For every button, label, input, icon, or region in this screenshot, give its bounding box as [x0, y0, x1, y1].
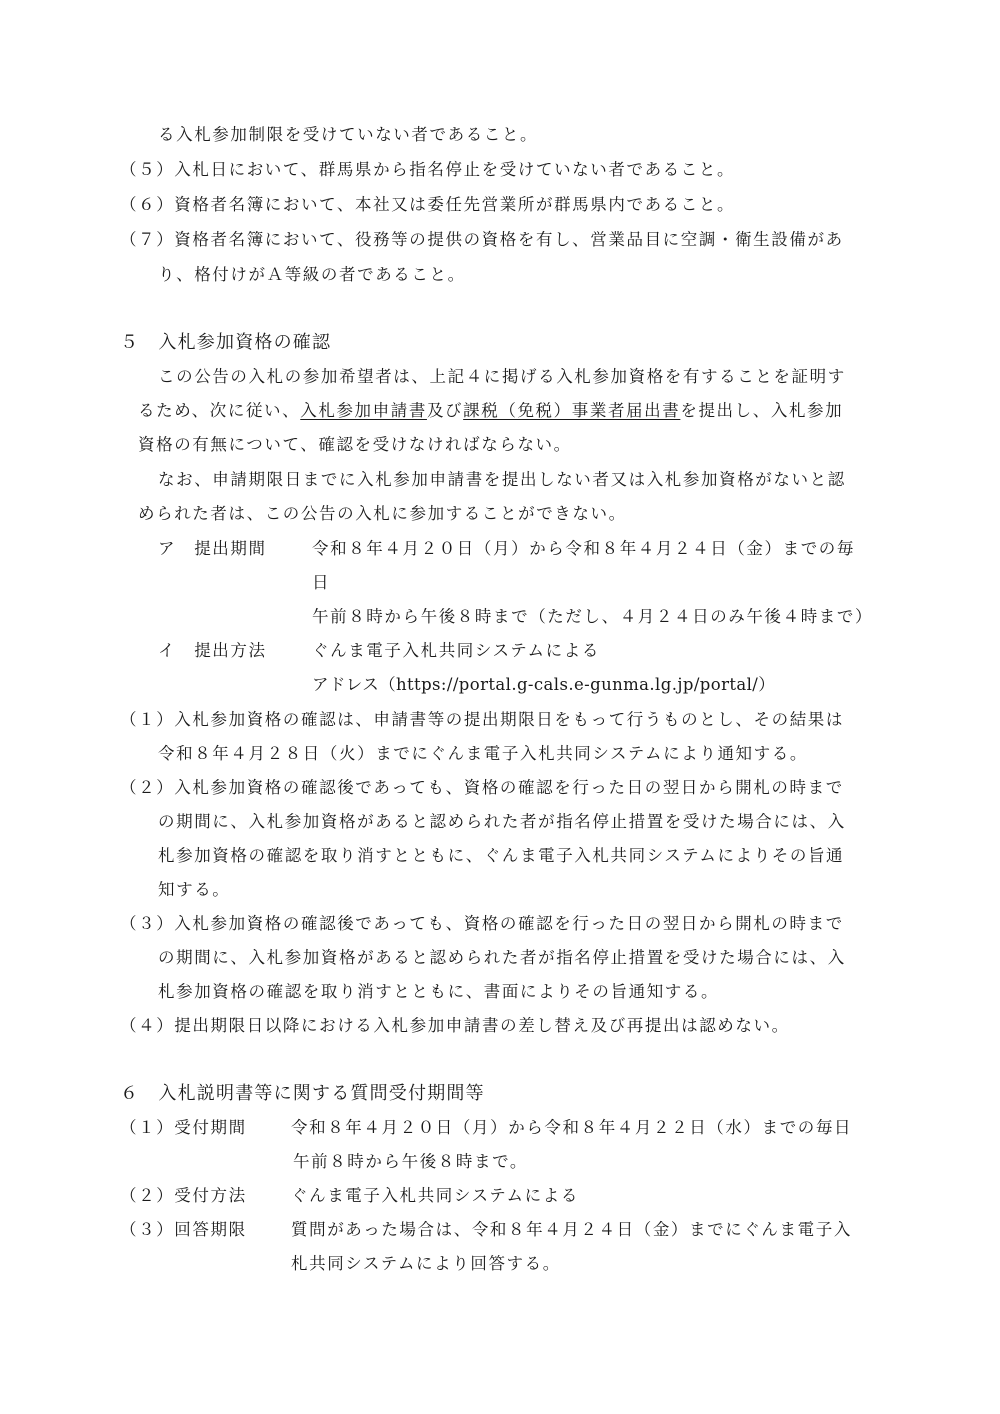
s5-p1-line-c: 資格の有無について、確認を受けなければならない。 [138, 435, 572, 454]
submission-method-label: イ 提出方法 [158, 641, 267, 660]
submission-period-value-3: 午前８時から午後８時まで（ただし、４月２４日のみ午後４時まで） [312, 607, 874, 626]
reception-period-label: （１）受付期間 [120, 1118, 247, 1137]
s5-p1-line-b: るため、次に従い、入札参加申請書及び課税（免税）事業者届出書を提出し、入札参加 [138, 401, 844, 420]
section-6-heading: ６ 入札説明書等に関する質問受付期間等 [120, 1083, 485, 1104]
s4-item-7b: り、格付けがＡ等級の者であること。 [158, 265, 466, 284]
application-form-name: 入札参加申請書 [300, 401, 427, 420]
s5-item-2b: の期間に、入札参加資格があると認められた者が指名停止措置を受けた場合には、入 [158, 812, 846, 831]
reception-method-value: ぐんま電子入札共同システムによる [291, 1186, 579, 1205]
s5-item-1a: （１）入札参加資格の確認は、申請書等の提出期限日をもって行うものとし、その結果は [120, 710, 844, 729]
submission-period-value-2: 日 [312, 573, 331, 592]
s5-item-3b: の期間に、入札参加資格があると認められた者が指名停止措置を受けた場合には、入 [158, 948, 846, 967]
reception-period-value-1: 令和８年４月２０日（月）から令和８年４月２２日（水）までの毎日 [291, 1118, 853, 1137]
s4-line-0: る入札参加制限を受けていない者であること。 [158, 125, 539, 144]
tax-form-name: 課税（免税）事業者届出書 [463, 401, 681, 420]
s5-item-3c: 札参加資格の確認を取り消すとともに、書面によりその旨通知する。 [158, 982, 720, 1001]
section-5-heading: ５ 入札参加資格の確認 [120, 332, 332, 353]
s5-p1-line-a: この公告の入札の参加希望者は、上記４に掲げる入札参加資格を有することを証明す [158, 367, 846, 386]
s5-item-2c: 札参加資格の確認を取り消すとともに、ぐんま電子入札共同システムによりその旨通 [158, 846, 845, 865]
answer-deadline-label: （３）回答期限 [120, 1220, 247, 1239]
submission-period-label: ア 提出期間 [158, 539, 267, 558]
s5-p2-line-b: められた者は、この公告の入札に参加することができない。 [138, 504, 627, 523]
portal-address: アドレス（https://portal.g-cals.e-gunma.lg.jp/portal/） [312, 675, 776, 694]
reception-period-value-2: 午前８時から午後８時まで。 [293, 1152, 528, 1171]
submission-method-value-1: ぐんま電子入札共同システムによる [312, 641, 600, 660]
answer-deadline-value-1: 質問があった場合は、令和８年４月２４日（金）までにぐんま電子入 [291, 1220, 852, 1239]
s5-item-3a: （３）入札参加資格の確認後であっても、資格の確認を行った日の翌日から開札の時まで [120, 914, 844, 933]
s4-item-6: （６）資格者名簿において、本社又は委任先営業所が群馬県内であること。 [120, 195, 736, 214]
s5-item-1b: 令和８年４月２８日（火）までにぐんま電子入札共同システムにより通知する。 [158, 744, 808, 763]
submission-period-value-1: 令和８年４月２０日（月）から令和８年４月２４日（金）までの毎 [312, 539, 855, 558]
s4-item-7a: （７）資格者名簿において、役務等の提供の資格を有し、営業品目に空調・衛生設備があ [120, 230, 844, 249]
reception-method-label: （２）受付方法 [120, 1186, 247, 1205]
s5-item-2a: （２）入札参加資格の確認後であっても、資格の確認を行った日の翌日から開札の時まで [120, 778, 844, 797]
s5-item-4: （４）提出期限日以降における入札参加申請書の差し替え及び再提出は認めない。 [120, 1016, 790, 1035]
s4-item-5: （５）入札日において、群馬県から指名停止を受けていない者であること。 [120, 160, 736, 179]
answer-deadline-value-2: 札共同システムにより回答する。 [291, 1254, 561, 1273]
s5-p2-line-a: なお、申請期限日までに入札参加申請書を提出しない者又は入札参加資格がないと認 [158, 470, 846, 489]
s5-item-2d: 知する。 [158, 880, 231, 899]
